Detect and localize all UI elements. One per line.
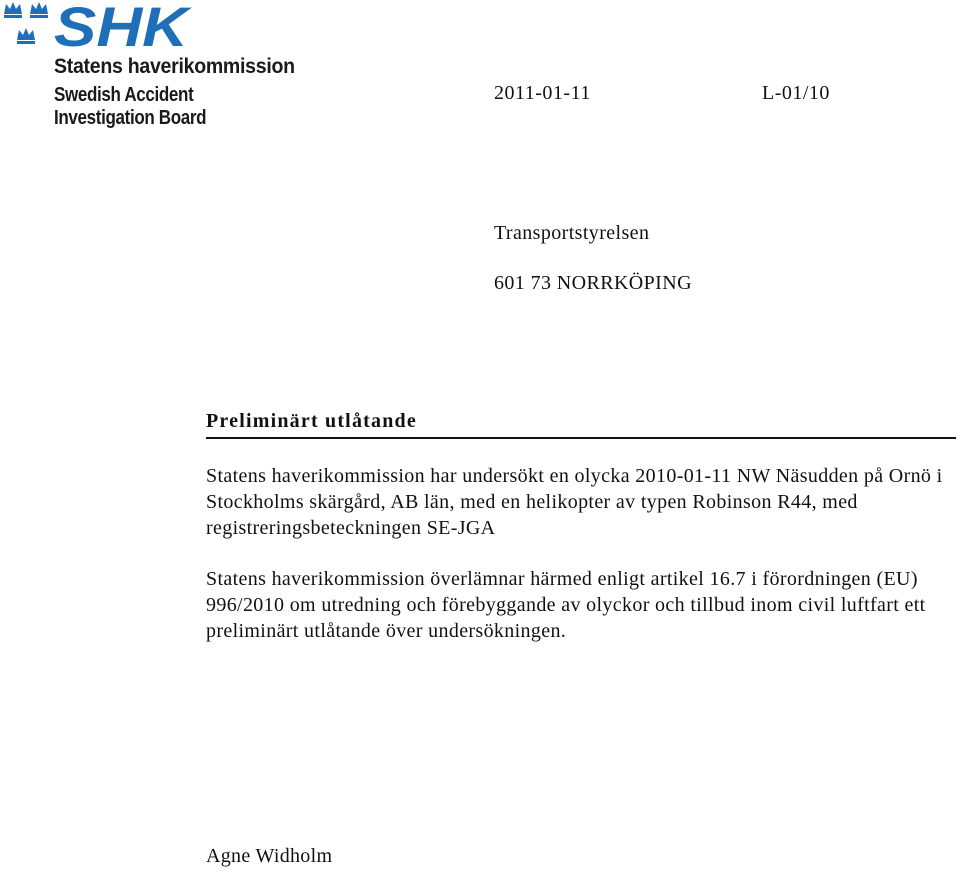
document-date: 2011-01-11 (494, 82, 591, 104)
three-crowns-icon (2, 0, 52, 50)
logo-mark-text: SHK (54, 0, 192, 50)
logo-mark (52, 0, 192, 50)
document-reference: L-01/10 (762, 82, 830, 104)
recipient-block (494, 208, 692, 308)
recipient-address: 601 73 NORRKÖPING (494, 272, 692, 294)
heading-rule (206, 437, 956, 439)
recipient-name: Transportstyrelsen (494, 222, 650, 244)
signature-name: Agne Widholm (206, 845, 333, 867)
paragraph-1: Statens haverikommission har undersökt en olycka 2010-01-11 NW Näsudden på Ornö i Stockholms skärgård, AB län, med en helikopter av typen Robinson R44, med registreringsbeteckningen SE-JGA (206, 465, 943, 539)
org-name-swedish: Statens haverikommission (54, 55, 295, 78)
paragraph-2: Statens haverikommission överlämnar härmed enligt artikel 16.7 i förordningen (EU) 996/2010 om utredning och förebyggande av olyckor och tillbud inom civil luftfart ett preliminärt utlåtande över undersökningen. (206, 568, 926, 642)
shk-logo (0, 0, 340, 129)
document-heading: Preliminärt utlåtande (206, 410, 417, 432)
org-name-english: Swedish Accident Investigation Board (54, 84, 207, 129)
